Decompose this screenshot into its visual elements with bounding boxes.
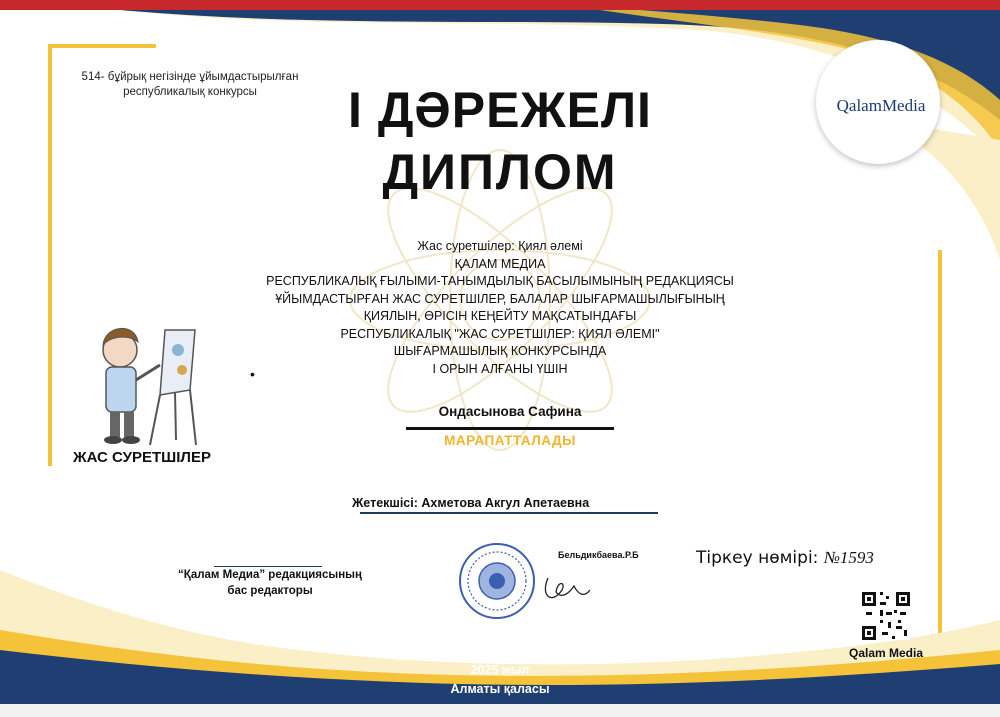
registration-number (696, 548, 896, 568)
award-line: РЕСПУБЛИКАЛЫҚ ҒЫЛЫМИ-ТАНЫМДЫЛЫҚ БАСЫЛЫМЫНЫҢ РЕДАКЦИЯСЫ (266, 274, 734, 288)
painter-illustration (90, 328, 200, 445)
bottom-strip (0, 704, 1000, 717)
award-text (220, 238, 780, 378)
supervisor-underline (360, 512, 658, 514)
editor-title (160, 567, 380, 599)
footer-year: 2025 жыл (470, 663, 530, 677)
award-line: РЕСПУБЛИКАЛЫҚ "ЖАС СУРЕТШІЛЕР: ҚИЯЛ ӘЛЕМІ" (340, 326, 660, 341)
editor-title-line2: бас редакторы (227, 585, 313, 597)
handwritten-signature (545, 578, 590, 598)
winner-name: Ондасынова Сафина (438, 404, 582, 419)
qalam-media-label: Qalam Media (848, 646, 924, 660)
official-seal (460, 544, 534, 618)
order-note: 514- бұйрық негізінде ұйымдастырылған республикалық конкурсы (81, 71, 299, 98)
award-line: Жас суретшілер: Қиял әлемі (417, 239, 583, 253)
diploma-title: ДИПЛОМ (382, 144, 618, 200)
registration-label: Тіркеу нөмірі: (696, 548, 824, 568)
young-artists-label: ЖАС СУРЕТШІЛЕР (73, 449, 211, 466)
diploma-degree-title: І ДӘРЕЖЕЛІ (348, 82, 652, 138)
supervisor: Жетекшісі: Ахметова Акгул Апетаевна (352, 496, 590, 510)
award-line: ШЫҒАРМАШЫЛЫҚ КОНКУРСЫНДА (393, 344, 607, 358)
qr-code (862, 592, 910, 640)
awarded-label: МАРАПАТТАЛАДЫ (444, 433, 576, 448)
registration-value: №1593 (823, 548, 874, 567)
award-line: ҚИЯЛЫН, ӨРІСІН КЕҢЕЙТУ МАҚСАТЫНДАҒЫ (363, 309, 637, 323)
bullet-mark: • (250, 366, 255, 382)
name-underline (406, 427, 614, 430)
award-line: ҚАЛАМ МЕДИА (454, 256, 546, 271)
award-line: ҰЙЫМДАСТЫРҒАН ЖАС СУРЕТШІЛЕР, БАЛАЛАР ШЫҒАРМАШЫЛЫҒЫНЫҢ (275, 291, 725, 306)
signer-name: Бельдикбаева.Р.Б (558, 550, 639, 560)
editor-title-line1: “Қалам Медиа” редакциясының (178, 569, 362, 581)
award-line: І ОРЫН АЛҒАНЫ ҮШІН (432, 361, 568, 376)
logo-text: QalamMedia (836, 96, 926, 115)
footer-city: Алматы қаласы (450, 682, 550, 696)
